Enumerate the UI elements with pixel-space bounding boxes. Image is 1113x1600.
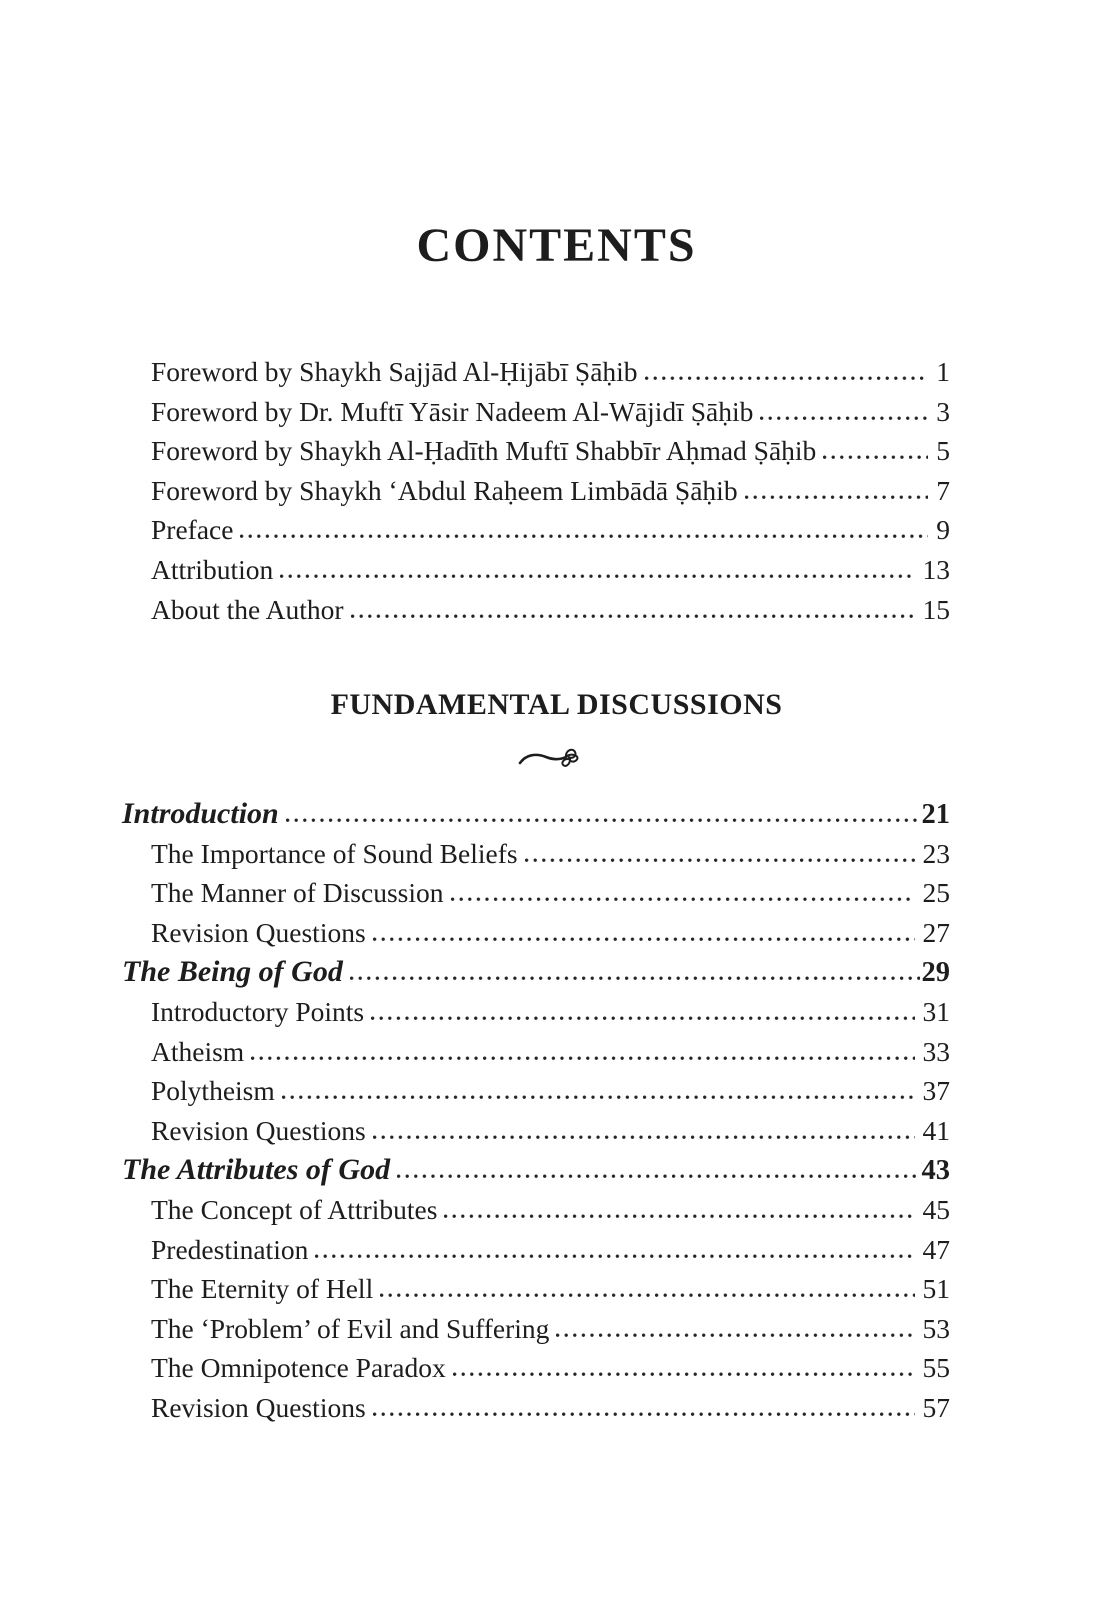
toc-entry-label: Foreword by Shaykh ‘Abdul Raḥeem Limbādā Ṣāḥib [151, 474, 738, 506]
toc-entry-label: The Eternity of Hell [151, 1273, 374, 1305]
dot-leader [745, 495, 929, 500]
dot-leader [373, 1412, 915, 1417]
toc-entry-page: 13 [922, 553, 950, 585]
toc-entry-page: 51 [922, 1273, 950, 1305]
toc-entry-label: Revision Questions [151, 916, 366, 948]
toc-entry-page: 37 [922, 1075, 950, 1107]
toc-entry-page: 3 [936, 395, 950, 427]
section-divider [0, 744, 1113, 779]
toc-row [151, 1388, 950, 1428]
toc-entry-page: 33 [922, 1035, 950, 1067]
toc-entry-page: 57 [922, 1391, 950, 1423]
calligraphic-flourish-icon [518, 744, 596, 774]
dot-leader [525, 858, 915, 863]
toc-row [151, 471, 950, 511]
dot-leader [645, 376, 929, 381]
toc-entry-label: Polytheism [151, 1075, 275, 1107]
toc-entry-label: Revision Questions [151, 1391, 366, 1423]
toc-row [151, 392, 950, 432]
toc-row [151, 1111, 950, 1151]
toc-entry-label: Introduction [122, 797, 279, 830]
dot-leader [556, 1333, 914, 1338]
toc-row [151, 1032, 950, 1072]
toc-entry-label: The Attributes of God [122, 1153, 391, 1187]
dot-leader [373, 937, 915, 942]
toc-entry-page: 41 [922, 1114, 950, 1146]
dot-leader [351, 614, 915, 619]
toc-row [122, 1150, 950, 1190]
page-title: CONTENTS [416, 219, 697, 272]
toc-entry-page: 43 [921, 1155, 950, 1187]
toc-entry-label: Foreword by Shaykh Sajjād Al-Ḥijābī Ṣāḥib [151, 356, 638, 387]
toc-entry-label: The Manner of Discussion [151, 877, 444, 909]
toc-entry-label: Introductory Points [151, 995, 365, 1027]
toc-row [122, 952, 950, 992]
toc-entry-page: 25 [922, 877, 950, 909]
toc-entry-page: 5 [936, 435, 950, 467]
dot-leader [350, 976, 920, 981]
toc-row [151, 873, 950, 913]
dot-leader [373, 1135, 915, 1140]
toc-row [151, 352, 950, 392]
toc-row [151, 1348, 950, 1388]
toc-entry-label: The Being of God [122, 955, 343, 989]
toc-entry-page: 29 [921, 957, 950, 989]
toc-entry-page: 47 [922, 1233, 950, 1265]
section-heading: FUNDAMENTAL DISCUSSIONS [330, 688, 783, 721]
toc-row [122, 794, 950, 834]
dot-leader [280, 574, 914, 579]
dot-leader [380, 1293, 914, 1298]
dot-leader [444, 1214, 914, 1219]
toc-entry-label: Foreword by Shaykh Al-Ḥadīth Muftī Shabbīr Aḥmad Ṣāḥib [151, 435, 817, 467]
front-matter-toc-list [151, 352, 950, 629]
toc-entry-label: About the Author [151, 593, 344, 625]
toc-entry-label: The Concept of Attributes [151, 1193, 438, 1225]
toc-entry-page: 9 [936, 514, 950, 546]
dot-leader [453, 1372, 915, 1377]
toc-row [151, 992, 950, 1032]
toc-entry-page: 31 [922, 995, 950, 1027]
toc-entry-page: 15 [922, 593, 950, 625]
dot-leader [397, 1174, 919, 1179]
toc-row [151, 1190, 950, 1230]
toc-row [151, 834, 950, 874]
dot-leader [286, 818, 920, 823]
toc-row [151, 1309, 950, 1349]
toc-row [151, 431, 950, 471]
dot-leader [371, 1016, 914, 1021]
toc-entry-label: Atheism [151, 1035, 245, 1067]
toc-entry-page: 21 [921, 799, 950, 830]
toc-entry-label: Foreword by Dr. Muftī Yāsir Nadeem Al-Wājidī Ṣāḥib [151, 395, 754, 427]
toc-entry-page: 27 [922, 916, 950, 948]
toc-entry-label: The Omnipotence Paradox [151, 1352, 446, 1384]
toc-row [151, 550, 950, 590]
dot-leader [251, 1056, 914, 1061]
toc-entry-page: 45 [922, 1193, 950, 1225]
dot-leader [315, 1254, 914, 1259]
toc-entry-page: 53 [922, 1312, 950, 1344]
toc-entry-page: 55 [922, 1352, 950, 1384]
toc-row [151, 590, 950, 630]
toc-row [151, 1230, 950, 1270]
toc-entry-label: Attribution [151, 553, 274, 585]
toc-entry-label: Preface [151, 514, 234, 546]
toc-row [151, 913, 950, 953]
toc-entry-label: The ‘Problem’ of Evil and Suffering [151, 1312, 550, 1344]
toc-entry-page: 1 [936, 356, 950, 387]
toc-entry-label: The Importance of Sound Beliefs [151, 837, 518, 869]
dot-leader [240, 534, 928, 539]
dot-leader [823, 455, 928, 460]
toc-row [151, 510, 950, 550]
toc-entry-label: Predestination [151, 1233, 309, 1265]
toc-entry-page: 7 [936, 474, 950, 506]
toc-row [151, 1269, 950, 1309]
dot-leader [451, 897, 915, 902]
dot-leader [760, 416, 928, 421]
fundamental-discussions-toc-list [122, 794, 950, 1428]
dot-leader [282, 1095, 915, 1100]
toc-row [151, 1071, 950, 1111]
toc-entry-page: 23 [922, 837, 950, 869]
toc-entry-label: Revision Questions [151, 1114, 366, 1146]
